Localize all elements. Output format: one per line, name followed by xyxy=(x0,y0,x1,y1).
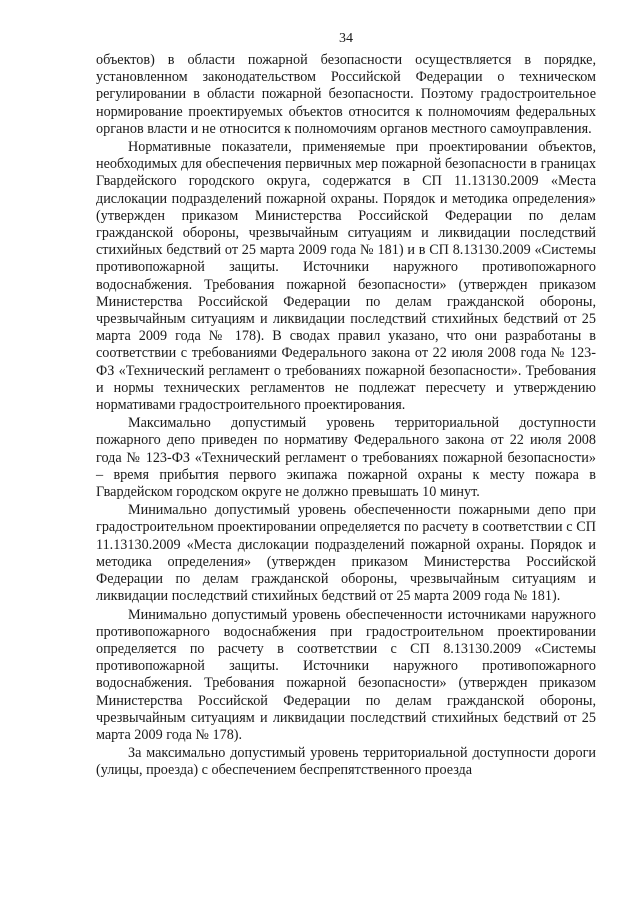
paragraph-2: Нормативные показатели, применяемые при проектировании объектов, необходимых для обеспечения первичных мер пожарной безопасности в границах Гвардейского городского округа, содержатся в СП 11.13130.2009 «Места дислокации подразделений пожарной охраны. Порядок и методика определения» (утвержден приказом Министерства Российской Федерации по делам гражданской обороны, чрезвычайным ситуациям и ликвидации последствий стихийных бедствий от 25 марта 2009 года № 181) и в СП 8.13130.2009 «Системы противопожарной защиты. Источники наружного противопожарного водоснабжения. Требования пожарной безопасности» (утвержден приказом Министерства Российской Федерации по делам гражданской обороны, чрезвычайным ситуациям и ликвидации последствий стихийных бедствий от 25 марта 2009 года № 178). В сводах правил указано, что они разработаны в соответствии с требованиями Федерального закона от 22 июля 2008 года № 123-ФЗ «Технический регламент о требованиях пожарной безопасности». Требования и нормы технических регламентов не подлежат пересчету и утверждению нормативами градостроительного проектирования. xyxy=(96,139,596,414)
document-page xyxy=(96,30,596,780)
page-number: 34 xyxy=(339,31,353,46)
paragraph-4: Минимально допустимый уровень обеспеченности пожарными депо при градостроительном проектировании определяется по расчету в соответствии с СП 11.13130.2009 «Места дислокации подразделений пожарной охраны. Порядок и методика определения» (утвержден приказом Министерства Российской Федерации по делам гражданской обороны, чрезвычайным ситуациям и ликвидации последствий стихийных бедствий от 25 марта 2009 года № 181). xyxy=(96,502,596,605)
paragraph-1: объектов) в области пожарной безопасности осуществляется в порядке, установленном законодательством Российской Федерации о техническом регулировании в области пожарной безопасности. Поэтому градостроительное нормирование проектируемых объектов относится к полномочиям федеральных органов власти и не относится к полномочиям органов местного самоуправления. xyxy=(96,52,596,137)
paragraph-6: За максимально допустимый уровень территориальной доступности дороги (улицы, проезда) с обеспечением беспрепятственного проезда xyxy=(96,745,596,779)
paragraph-5: Минимально допустимый уровень обеспеченности источниками наружного противопожарного водоснабжения при градостроительном проектировании определяется по расчету в соответствии с СП 8.13130.2009 «Системы противопожарной защиты. Источники наружного противопожарного водоснабжения. Требования пожарной безопасности» (утвержден приказом Министерства Российской Федерации по делам гражданской обороны, чрезвычайным ситуациям и ликвидации последствий стихийных бедствий от 25 марта 2009 года № 178). xyxy=(96,606,596,743)
paragraph-3: Максимально допустимый уровень территориальной доступности пожарного депо приведен по нормативу Федерального закона от 22 июля 2008 года № 123-ФЗ «Технический регламент о требованиях пожарной безопасности» – время прибытия первого экипажа пожарной охраны к месту пожара в Гвардейском городском округе не должно превышать 10 минут. xyxy=(96,415,596,501)
